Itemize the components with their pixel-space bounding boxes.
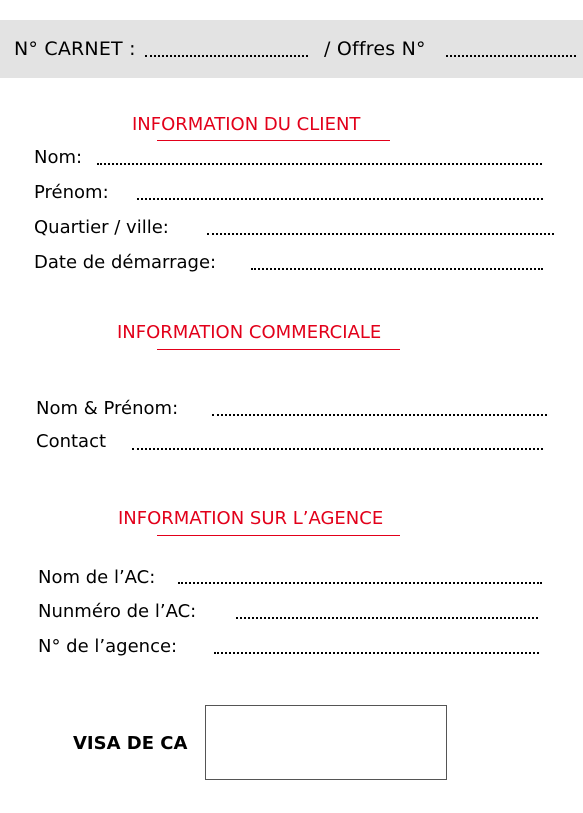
client-section-title: INFORMATION DU CLIENT bbox=[132, 114, 361, 135]
client-prenom-label: Prénom: bbox=[34, 182, 109, 203]
client-nom-field[interactable] bbox=[97, 163, 542, 165]
commercial-title-underline bbox=[157, 349, 400, 350]
client-nom-label: Nom: bbox=[34, 147, 83, 168]
client-prenom-field[interactable] bbox=[137, 198, 543, 200]
visa-signature-box[interactable] bbox=[205, 705, 447, 780]
agence-section-title: INFORMATION SUR L’AGENCE bbox=[118, 508, 384, 529]
agence-nom-ac-field[interactable] bbox=[178, 582, 542, 584]
client-quartier-label: Quartier / ville: bbox=[34, 217, 169, 238]
agence-numero-ac-label: Nunméro de l’AC: bbox=[38, 601, 197, 622]
client-date-field[interactable] bbox=[251, 268, 543, 270]
client-date-label: Date de démarrage: bbox=[34, 252, 217, 273]
carnet-number-field[interactable] bbox=[145, 55, 308, 57]
agence-title-underline bbox=[157, 535, 400, 536]
carnet-label: N° CARNET : bbox=[14, 38, 136, 60]
client-title-underline bbox=[157, 140, 390, 141]
commercial-section-title: INFORMATION COMMERCIALE bbox=[117, 322, 382, 343]
commercial-contact-field[interactable] bbox=[132, 448, 543, 450]
offres-label: / Offres N° bbox=[324, 38, 426, 60]
agence-numero-ac-field[interactable] bbox=[236, 617, 538, 619]
agence-num-agence-label: N° de l’agence: bbox=[38, 636, 178, 657]
agence-num-agence-field[interactable] bbox=[214, 652, 539, 654]
agence-nom-ac-label: Nom de l’AC: bbox=[38, 567, 156, 588]
commercial-nom-prenom-field[interactable] bbox=[212, 414, 547, 416]
offres-number-field[interactable] bbox=[446, 55, 576, 57]
commercial-contact-label: Contact bbox=[36, 431, 107, 452]
client-quartier-field[interactable] bbox=[207, 233, 554, 235]
commercial-nom-prenom-label: Nom & Prénom: bbox=[36, 398, 179, 419]
visa-label: VISA DE CA bbox=[73, 733, 188, 754]
